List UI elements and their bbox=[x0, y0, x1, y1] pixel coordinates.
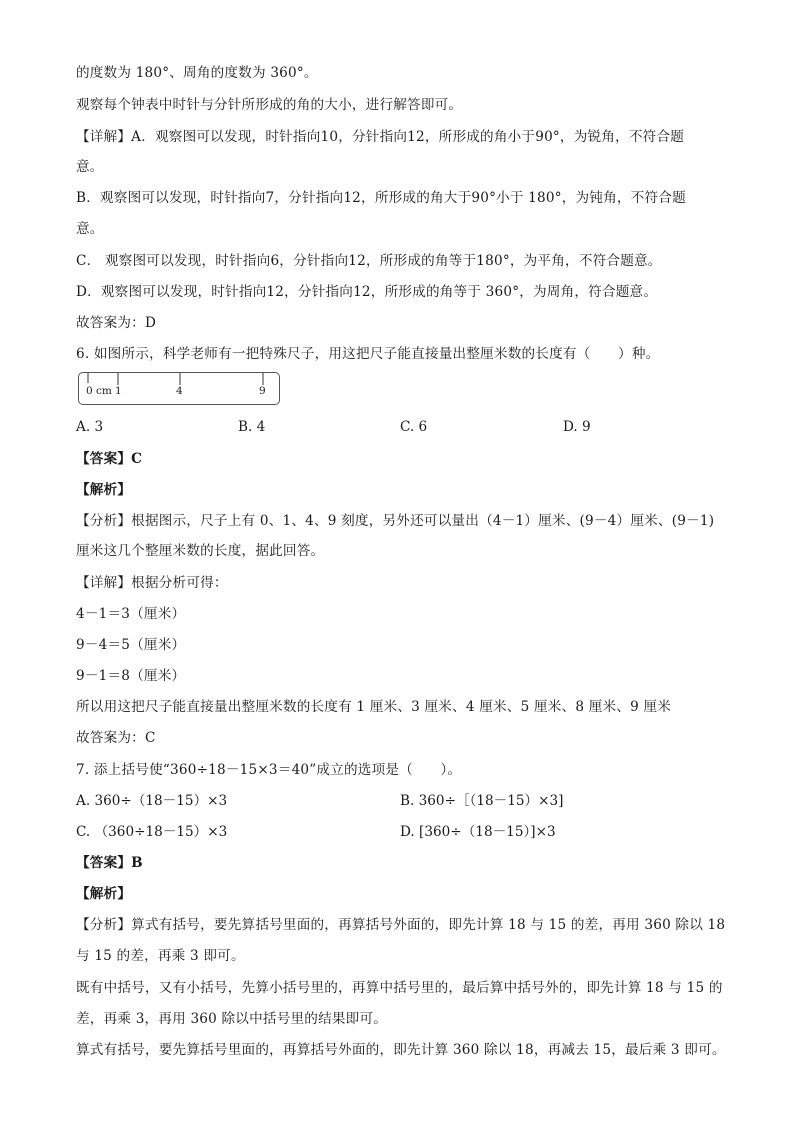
q6-option-c: C. 6 bbox=[400, 419, 428, 435]
answer-line: 故答案为：D bbox=[76, 315, 157, 331]
question-6: 6. 如图所示，科学老师有一把特殊尺子，用这把尺子能直接量出整厘米数的长度有（ ）种。 bbox=[76, 346, 660, 362]
text-line: 既有中括号，又有小括号，先算小括号里的，再算中括号里的，最后算中括号外的，即先计算 18 与 15 的 bbox=[76, 980, 723, 996]
q6-option-d: D. 9 bbox=[563, 419, 591, 435]
ruler-mark-4: 4 bbox=[176, 385, 183, 397]
text-line: 意。 bbox=[76, 159, 104, 175]
equation-line: 9－1＝8（厘米） bbox=[76, 668, 186, 684]
q7-option-c: C. （360÷18－15）×3 bbox=[76, 824, 228, 840]
text-line: 观察每个钟表中时针与分针所形成的角的大小，进行解答即可。 bbox=[76, 97, 463, 113]
equation-line: 9－4＝5（厘米） bbox=[76, 637, 186, 653]
ruler-mark-1: 1 bbox=[115, 385, 122, 397]
text-line: D．观察图可以发现，时针指向12，分针指向12，所形成的角等于 360°，为周角，符合题意。 bbox=[76, 284, 658, 300]
answer-line: 故答案为：C bbox=[76, 730, 156, 746]
text-line: B．观察图可以发现，时针指向7，分针指向12，所形成的角大于90°小于 180°，为钝角，不符合题 bbox=[76, 190, 686, 206]
text-line: 差，再乘 3，再用 360 除以中括号里的结果即可。 bbox=[76, 1011, 388, 1027]
ruler-zero-label: 0 cm bbox=[86, 385, 112, 397]
text-line: 的度数为 180°、周角的度数为 360°。 bbox=[76, 65, 318, 81]
analysis-heading: 【解析】 bbox=[76, 482, 132, 498]
text-line: 【分析】算式有括号，要先算括号里面的，再算括号外面的，即先计算 18 与 15 的差，再用 360 除以 18 bbox=[76, 917, 726, 933]
equation-line: 4－1＝3（厘米） bbox=[76, 606, 186, 622]
ruler-mark-9: 9 bbox=[259, 385, 266, 397]
text-line: 意。 bbox=[76, 221, 104, 237]
text-line: 算式有括号，要先算括号里面的，再算括号外面的，即先计算 360 除以 18，再减去 15，最后乘 3 即可。 bbox=[76, 1042, 726, 1058]
question-7: 7. 添上括号使“360÷18－15×3＝40”成立的选项是（ ）。 bbox=[76, 762, 462, 778]
answer-heading: 【答案】B bbox=[76, 855, 143, 871]
text-line: 厘米这几个整厘米数的长度，据此回答。 bbox=[76, 543, 325, 559]
ruler-figure bbox=[78, 372, 280, 405]
analysis-heading: 【解析】 bbox=[76, 886, 132, 902]
text-line: 【详解】根据分析可得： bbox=[76, 575, 228, 591]
q7-option-b: B. 360÷［（18－15）×3] bbox=[400, 793, 564, 809]
q6-option-b: B. 4 bbox=[238, 419, 266, 435]
answer-heading: 【答案】C bbox=[76, 451, 143, 467]
text-line: 【分析】根据图示，尺子上有 0、1、4、9 刻度，另外还可以量出（4－1）厘米、(9－4）厘米、(9－1) bbox=[76, 513, 715, 529]
text-line: 与 15 的差，再乘 3 即可。 bbox=[76, 948, 245, 964]
text-line: 所以用这把尺子能直接量出整厘米数的长度有 1 厘米、3 厘米、4 厘米、5 厘米、8 厘米、9 厘米 bbox=[76, 699, 672, 715]
q7-option-a: A. 360÷（18－15）×3 bbox=[76, 793, 228, 809]
q7-option-d: D. [360÷（18－15）]×3 bbox=[400, 824, 556, 840]
q6-option-a: A. 3 bbox=[76, 419, 104, 435]
text-line: C． 观察图可以发现，时针指向6，分针指向12，所形成的角等于180°，为平角，不符合题意。 bbox=[76, 253, 662, 269]
text-line: 【详解】A．观察图可以发现，时针指向10，分针指向12，所形成的角小于90°，为锐角，不符合题 bbox=[76, 129, 685, 145]
